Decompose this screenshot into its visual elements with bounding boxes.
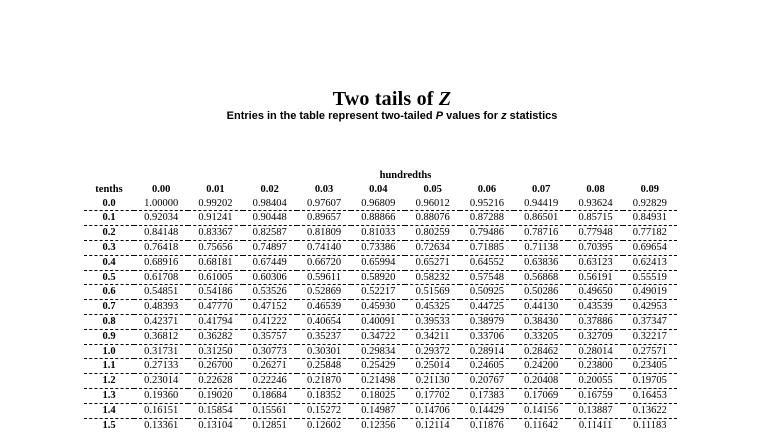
p-value-cell: 0.92829 (632, 197, 667, 209)
p-value-cell: 0.88076 (405, 211, 459, 226)
p-value-cell: 0.58920 (351, 270, 405, 285)
p-value-cell: 0.32709 (568, 329, 622, 344)
table-row (84, 300, 677, 315)
hundredths-header: hundredths (379, 170, 432, 181)
p-value-cell: 0.77948 (568, 226, 622, 241)
p-value-cell: 0.39533 (405, 314, 459, 329)
table-row (84, 359, 677, 374)
row-label: 0.3 (84, 240, 134, 255)
p-value-cell: 0.27571 (623, 344, 677, 359)
p-value-cell: 0.25429 (351, 359, 405, 374)
table-row (84, 197, 677, 211)
p-value-cell: 0.99202 (198, 197, 233, 209)
p-value-cell: 0.18684 (243, 388, 297, 403)
p-value-cell: 0.14156 (514, 403, 568, 418)
row-label: 0.8 (84, 314, 134, 329)
p-value-cell: 0.14429 (460, 403, 514, 418)
p-value-cell: 0.29372 (405, 344, 459, 359)
p-value-cell: 0.92034 (134, 211, 188, 226)
p-value-cell: 0.54851 (134, 285, 188, 300)
column-header: 0.00 (151, 183, 171, 195)
column-header: 0.02 (260, 183, 279, 195)
p-value-cell: 0.49650 (568, 285, 622, 300)
p-value-cell: 0.41794 (188, 314, 242, 329)
p-value-cell: 0.34211 (405, 329, 459, 344)
p-value-cell: 0.15272 (297, 403, 351, 418)
p-value-cell: 0.38430 (514, 314, 568, 329)
p-value-cell: 0.44725 (460, 300, 514, 315)
p-value-cell: 0.81809 (297, 226, 351, 241)
p-value-cell: 0.54186 (188, 285, 242, 300)
column-header: 0.01 (206, 183, 225, 195)
p-value-cell: 0.93624 (578, 197, 613, 209)
p-value-cell: 0.67449 (243, 255, 297, 270)
p-value-cell: 0.87288 (460, 211, 514, 226)
p-value-cell: 0.40654 (297, 314, 351, 329)
p-value-cell: 0.28914 (460, 344, 514, 359)
p-value-cell: 0.15854 (188, 403, 242, 418)
p-value-cell: 0.17383 (460, 388, 514, 403)
p-value-cell: 0.25014 (405, 359, 459, 374)
p-value-cell: 0.31250 (188, 344, 242, 359)
row-label: 0.2 (84, 226, 134, 241)
subtitle-z: z (501, 110, 507, 122)
tenths-header: tenths (95, 183, 123, 195)
p-value-cell: 0.18025 (351, 388, 405, 403)
row-label: 0.0 (102, 197, 116, 209)
p-value-cell: 0.56868 (514, 270, 568, 285)
p-value-cell: 1.00000 (144, 197, 179, 209)
row-label: 1.4 (84, 403, 134, 418)
p-value-cell: 0.52869 (297, 285, 351, 300)
group-header-row (84, 169, 677, 183)
row-label: 0.9 (84, 329, 134, 344)
p-value-cell: 0.53526 (243, 285, 297, 300)
p-value-cell: 0.96809 (361, 197, 396, 209)
column-header-row (84, 183, 677, 197)
p-value-cell: 0.65994 (351, 255, 405, 270)
p-value-cell: 0.59611 (297, 270, 351, 285)
table-row (84, 255, 677, 270)
p-value-cell: 0.11411 (568, 418, 622, 432)
p-value-cell: 0.63123 (568, 255, 622, 270)
p-value-cell: 0.71138 (514, 240, 568, 255)
p-value-cell: 0.19360 (134, 388, 188, 403)
p-value-cell: 0.73386 (351, 240, 405, 255)
p-value-cell: 0.26700 (188, 359, 242, 374)
corner-cell (84, 169, 134, 183)
p-value-cell: 0.28462 (514, 344, 568, 359)
p-value-cell: 0.95216 (469, 197, 504, 209)
p-value-cell: 0.89657 (297, 211, 351, 226)
p-value-cell: 0.82587 (243, 226, 297, 241)
p-value-cell: 0.44130 (514, 300, 568, 315)
p-value-cell: 0.33205 (514, 329, 568, 344)
p-value-cell: 0.96012 (415, 197, 450, 209)
p-value-cell: 0.90448 (243, 211, 297, 226)
title-variable: Z (438, 88, 452, 110)
p-value-cell: 0.79486 (460, 226, 514, 241)
p-value-cell: 0.19705 (623, 374, 677, 389)
p-value-cell: 0.72634 (405, 240, 459, 255)
p-value-cell: 0.21498 (351, 374, 405, 389)
p-value-cell: 0.18352 (297, 388, 351, 403)
p-value-cell: 0.80259 (405, 226, 459, 241)
p-value-cell: 0.68181 (188, 255, 242, 270)
p-value-cell: 0.51569 (405, 285, 459, 300)
row-label: 1.5 (84, 418, 134, 432)
table-row (84, 270, 677, 285)
p-value-cell: 0.17702 (405, 388, 459, 403)
p-value-cell: 0.14987 (351, 403, 405, 418)
row-label: 1.2 (84, 374, 134, 389)
p-value-cell: 0.15561 (243, 403, 297, 418)
table-row (84, 329, 677, 344)
p-value-cell: 0.21130 (405, 374, 459, 389)
p-value-cell: 0.23405 (623, 359, 677, 374)
p-value-cell: 0.11183 (623, 418, 677, 432)
p-value-cell: 0.28014 (568, 344, 622, 359)
table-row (84, 374, 677, 389)
p-value-cell: 0.30773 (243, 344, 297, 359)
p-value-cell: 0.81033 (351, 226, 405, 241)
p-value-cell: 0.38979 (460, 314, 514, 329)
p-value-cell: 0.33706 (460, 329, 514, 344)
p-value-cell: 0.56191 (568, 270, 622, 285)
z-table (84, 169, 677, 432)
row-label: 0.6 (84, 285, 134, 300)
p-value-cell: 0.23014 (134, 374, 188, 389)
row-label: 0.1 (84, 211, 134, 226)
p-value-cell: 0.40091 (351, 314, 405, 329)
p-value-cell: 0.20055 (568, 374, 622, 389)
p-value-cell: 0.76418 (134, 240, 188, 255)
p-value-cell: 0.36812 (134, 329, 188, 344)
table-row (84, 403, 677, 418)
row-label: 1.0 (84, 344, 134, 359)
p-value-cell: 0.14706 (405, 403, 459, 418)
p-value-cell: 0.55519 (623, 270, 677, 285)
p-value-cell: 0.11876 (460, 418, 514, 432)
p-value-cell: 0.23800 (568, 359, 622, 374)
column-header: 0.07 (532, 183, 551, 195)
p-value-cell: 0.86501 (514, 211, 568, 226)
p-value-cell: 0.50286 (514, 285, 568, 300)
p-value-cell: 0.42953 (623, 300, 677, 315)
p-value-cell: 0.41222 (243, 314, 297, 329)
p-value-cell: 0.71885 (460, 240, 514, 255)
subtitle-p: P (435, 110, 444, 122)
p-value-cell: 0.42371 (134, 314, 188, 329)
p-value-cell: 0.16453 (623, 388, 677, 403)
p-value-cell: 0.88866 (351, 211, 405, 226)
p-value-cell: 0.26271 (243, 359, 297, 374)
p-value-cell: 0.84931 (623, 211, 677, 226)
p-value-cell: 0.12356 (351, 418, 405, 432)
p-value-cell: 0.35757 (243, 329, 297, 344)
p-value-cell: 0.69654 (623, 240, 677, 255)
table-row (84, 240, 677, 255)
p-value-cell: 0.77182 (623, 226, 677, 241)
p-value-cell: 0.84148 (134, 226, 188, 241)
row-label: 0.7 (84, 300, 134, 315)
table-row (84, 285, 677, 300)
p-value-cell: 0.13887 (568, 403, 622, 418)
p-value-cell: 0.13104 (188, 418, 242, 432)
p-value-cell: 0.16151 (134, 403, 188, 418)
p-value-cell: 0.13361 (134, 418, 188, 432)
row-label: 1.3 (84, 388, 134, 403)
column-header: 0.08 (586, 183, 605, 195)
p-value-cell: 0.29834 (351, 344, 405, 359)
p-value-cell: 0.27133 (134, 359, 188, 374)
p-value-cell: 0.37347 (623, 314, 677, 329)
p-value-cell: 0.12114 (405, 418, 459, 432)
p-value-cell: 0.48393 (134, 300, 188, 315)
p-value-cell: 0.20408 (514, 374, 568, 389)
p-value-cell: 0.65271 (405, 255, 459, 270)
p-value-cell: 0.24605 (460, 359, 514, 374)
page-subtitle (0, 110, 784, 122)
p-value-cell: 0.19020 (188, 388, 242, 403)
p-value-cell: 0.74897 (243, 240, 297, 255)
p-value-cell: 0.31731 (134, 344, 188, 359)
p-value-cell: 0.45325 (405, 300, 459, 315)
row-label: 0.5 (84, 270, 134, 285)
p-value-cell: 0.66720 (297, 255, 351, 270)
p-value-cell: 0.46539 (297, 300, 351, 315)
column-header: 0.06 (477, 183, 497, 195)
p-value-cell: 0.61708 (134, 270, 188, 285)
page-title (0, 88, 784, 111)
p-value-cell: 0.35237 (297, 329, 351, 344)
p-value-cell: 0.12602 (297, 418, 351, 432)
subtitle-part-3: statistics (506, 110, 558, 122)
p-value-cell: 0.37886 (568, 314, 622, 329)
p-value-cell: 0.91241 (188, 211, 242, 226)
p-value-cell: 0.25848 (297, 359, 351, 374)
p-value-cell: 0.49019 (623, 285, 677, 300)
p-value-cell: 0.68916 (134, 255, 188, 270)
p-value-cell: 0.57548 (460, 270, 514, 285)
p-value-cell: 0.83367 (188, 226, 242, 241)
p-value-cell: 0.62413 (623, 255, 677, 270)
p-value-cell: 0.75656 (188, 240, 242, 255)
column-header: 0.09 (640, 183, 660, 195)
p-value-cell: 0.52217 (351, 285, 405, 300)
column-header: 0.04 (369, 183, 388, 195)
row-label: 0.4 (84, 255, 134, 270)
p-value-cell: 0.47770 (188, 300, 242, 315)
p-value-cell: 0.50925 (460, 285, 514, 300)
title-text: Two tails of (332, 88, 439, 110)
p-value-cell: 0.47152 (243, 300, 297, 315)
table-row (84, 314, 677, 329)
p-value-cell: 0.60306 (243, 270, 297, 285)
p-value-cell: 0.98404 (252, 197, 287, 209)
p-value-cell: 0.85715 (568, 211, 622, 226)
table-body (84, 197, 677, 433)
p-value-cell: 0.22246 (243, 374, 297, 389)
p-value-cell: 0.58232 (405, 270, 459, 285)
p-value-cell: 0.11642 (514, 418, 568, 432)
table-row (84, 211, 677, 226)
p-value-cell: 0.74140 (297, 240, 351, 255)
subtitle-part-2: values for (443, 110, 502, 122)
p-value-cell: 0.20767 (460, 374, 514, 389)
p-value-cell: 0.97607 (306, 197, 342, 209)
p-value-cell: 0.32217 (623, 329, 677, 344)
p-value-cell: 0.22628 (188, 374, 242, 389)
p-value-cell: 0.16759 (568, 388, 622, 403)
table-row (84, 226, 677, 241)
p-value-cell: 0.45930 (351, 300, 405, 315)
subtitle-part-1: Entries in the table represent two-tailed (226, 110, 436, 122)
p-value-cell: 0.13622 (623, 403, 677, 418)
p-value-cell: 0.78716 (514, 226, 568, 241)
column-header: 0.03 (314, 183, 334, 195)
p-value-cell: 0.63836 (514, 255, 568, 270)
p-value-cell: 0.34722 (351, 329, 405, 344)
row-label: 1.1 (84, 359, 134, 374)
table-row (84, 418, 677, 432)
p-value-cell: 0.12851 (243, 418, 297, 432)
p-value-cell: 0.43539 (568, 300, 622, 315)
table-row (84, 344, 677, 359)
p-value-cell: 0.21870 (297, 374, 351, 389)
p-value-cell: 0.30301 (297, 344, 351, 359)
p-value-cell: 0.94419 (524, 197, 559, 209)
p-value-cell: 0.64552 (460, 255, 514, 270)
table-row (84, 388, 677, 403)
p-value-cell: 0.24200 (514, 359, 568, 374)
p-value-cell: 0.70395 (568, 240, 622, 255)
p-value-cell: 0.36282 (188, 329, 242, 344)
p-value-cell: 0.17069 (514, 388, 568, 403)
column-header: 0.05 (423, 183, 442, 195)
p-value-cell: 0.61005 (188, 270, 242, 285)
